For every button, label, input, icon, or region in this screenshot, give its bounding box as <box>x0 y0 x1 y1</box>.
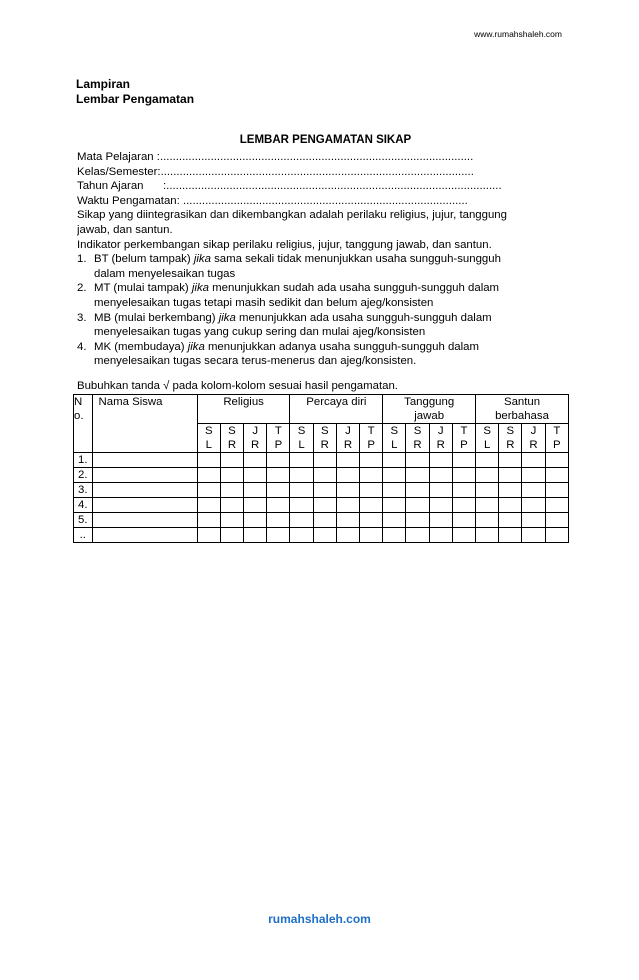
check-cell[interactable] <box>383 498 406 513</box>
sub-column-header: J R <box>244 424 267 453</box>
check-cell[interactable] <box>360 453 383 468</box>
sub-column-header: J R <box>336 424 359 453</box>
tahun-ajaran-dots: :.......................................................................................................... <box>163 180 502 193</box>
sub-column-header: J R <box>429 424 452 453</box>
sub-column-header: S L <box>383 424 406 453</box>
check-cell[interactable] <box>290 453 313 468</box>
indicator-item <box>77 340 567 369</box>
row-number: 2. <box>74 468 93 483</box>
nama-siswa-header: Nama Siswa <box>92 395 197 453</box>
sub-column-header: T P <box>452 424 475 453</box>
check-cell[interactable] <box>383 483 406 498</box>
group-header-percaya-diri: Percaya diri <box>290 395 383 424</box>
check-cell[interactable] <box>522 483 545 498</box>
check-cell[interactable] <box>499 513 522 528</box>
sub-column-header: S R <box>499 424 522 453</box>
student-name-cell[interactable] <box>92 468 197 483</box>
check-cell[interactable] <box>244 513 267 528</box>
check-cell[interactable] <box>290 483 313 498</box>
check-cell[interactable] <box>244 498 267 513</box>
attachment-heading <box>76 77 194 107</box>
check-cell[interactable] <box>476 513 499 528</box>
indikator-intro: Indikator perkembangan sikap perilaku religius, jujur, tanggung jawab, dan santun. <box>77 238 492 251</box>
no-header: N o. <box>74 395 93 453</box>
check-cell[interactable] <box>383 528 406 543</box>
student-name-cell[interactable] <box>92 453 197 468</box>
indicator-number: 3. <box>77 311 87 324</box>
indicator-number: 2. <box>77 282 87 295</box>
sub-column-header: S L <box>197 424 220 453</box>
check-cell[interactable] <box>406 453 429 468</box>
sub-column-header: T P <box>545 424 568 453</box>
check-cell[interactable] <box>313 528 336 543</box>
field-kelas-semester: Kelas/Semester:................................................................................................... <box>77 165 474 178</box>
field-waktu-pengamatan: Waktu Pengamatan: .......................................................................................... <box>77 194 468 207</box>
table-row <box>74 513 569 528</box>
check-cell[interactable] <box>360 498 383 513</box>
check-cell[interactable] <box>476 453 499 468</box>
table-row <box>74 468 569 483</box>
check-cell[interactable] <box>383 453 406 468</box>
check-cell[interactable] <box>197 453 220 468</box>
check-cell[interactable] <box>197 483 220 498</box>
sub-column-header: T P <box>267 424 290 453</box>
tahun-ajaran-label: Tahun Ajaran <box>77 180 144 193</box>
check-cell[interactable] <box>429 498 452 513</box>
check-cell[interactable] <box>267 453 290 468</box>
check-cell[interactable] <box>476 528 499 543</box>
check-cell[interactable] <box>429 513 452 528</box>
sikap-line-1: Sikap yang diintegrasikan dan dikembangkan adalah perilaku religius, jujur, tanggung <box>77 209 507 222</box>
check-cell[interactable] <box>290 468 313 483</box>
check-cell[interactable] <box>360 468 383 483</box>
check-cell[interactable] <box>313 483 336 498</box>
check-cell[interactable] <box>406 483 429 498</box>
group-header-religius: Religius <box>197 395 290 424</box>
check-cell[interactable] <box>313 498 336 513</box>
check-cell[interactable] <box>545 483 568 498</box>
check-cell[interactable] <box>197 513 220 528</box>
instruction-text: Bubuhkan tanda √ pada kolom-kolom sesuai hasil pengamatan. <box>77 380 398 392</box>
lampiran-label: Lampiran <box>76 77 131 91</box>
check-cell[interactable] <box>452 468 475 483</box>
lembar-pengamatan-label: Lembar Pengamatan <box>76 92 195 106</box>
sub-column-header: S R <box>406 424 429 453</box>
check-cell[interactable] <box>267 528 290 543</box>
indicator-number: 1. <box>77 253 87 266</box>
check-cell[interactable] <box>429 453 452 468</box>
check-cell[interactable] <box>267 498 290 513</box>
check-cell[interactable] <box>197 498 220 513</box>
check-cell[interactable] <box>220 468 243 483</box>
footer-brand: rumahshaleh.com <box>268 912 371 926</box>
check-cell[interactable] <box>336 513 359 528</box>
check-cell[interactable] <box>244 483 267 498</box>
sub-column-header: S R <box>220 424 243 453</box>
student-name-cell[interactable] <box>92 498 197 513</box>
check-cell[interactable] <box>545 468 568 483</box>
check-cell[interactable] <box>522 513 545 528</box>
check-cell[interactable] <box>499 483 522 498</box>
indicator-item <box>77 281 567 310</box>
check-cell[interactable] <box>290 498 313 513</box>
form-body <box>77 150 567 369</box>
student-name-cell[interactable] <box>92 513 197 528</box>
check-cell[interactable] <box>220 498 243 513</box>
check-cell[interactable] <box>545 498 568 513</box>
check-cell[interactable] <box>452 528 475 543</box>
check-cell[interactable] <box>522 468 545 483</box>
check-cell[interactable] <box>476 468 499 483</box>
check-cell[interactable] <box>336 528 359 543</box>
check-cell[interactable] <box>476 483 499 498</box>
check-cell[interactable] <box>406 498 429 513</box>
row-number: 4. <box>74 498 93 513</box>
check-cell[interactable] <box>383 513 406 528</box>
check-cell[interactable] <box>267 513 290 528</box>
check-cell[interactable] <box>406 513 429 528</box>
check-cell[interactable] <box>197 468 220 483</box>
row-number: 5. <box>74 513 93 528</box>
check-cell[interactable] <box>220 483 243 498</box>
check-cell[interactable] <box>406 528 429 543</box>
sub-column-header: S L <box>290 424 313 453</box>
row-number: 3. <box>74 483 93 498</box>
table-body <box>74 453 569 543</box>
table-row <box>74 528 569 543</box>
check-cell[interactable] <box>452 453 475 468</box>
check-cell[interactable] <box>336 468 359 483</box>
check-cell[interactable] <box>360 513 383 528</box>
check-cell[interactable] <box>220 513 243 528</box>
check-cell[interactable] <box>499 453 522 468</box>
check-cell[interactable] <box>406 468 429 483</box>
sheet-title: LEMBAR PENGAMATAN SIKAP <box>239 134 412 146</box>
check-cell[interactable] <box>383 468 406 483</box>
check-cell[interactable] <box>197 528 220 543</box>
check-cell[interactable] <box>244 453 267 468</box>
check-cell[interactable] <box>429 528 452 543</box>
check-cell[interactable] <box>336 483 359 498</box>
row-number: .. <box>74 528 93 543</box>
indicator-item <box>77 311 567 340</box>
observation-table <box>73 394 569 543</box>
check-cell[interactable] <box>220 528 243 543</box>
student-name-cell[interactable] <box>92 528 197 543</box>
check-cell[interactable] <box>244 468 267 483</box>
sub-column-header: S R <box>313 424 336 453</box>
check-cell[interactable] <box>429 483 452 498</box>
check-cell[interactable] <box>313 453 336 468</box>
check-cell[interactable] <box>476 498 499 513</box>
student-name-cell[interactable] <box>92 483 197 498</box>
check-cell[interactable] <box>290 513 313 528</box>
check-cell[interactable] <box>545 453 568 468</box>
table-row <box>74 498 569 513</box>
check-cell[interactable] <box>267 468 290 483</box>
check-cell[interactable] <box>499 528 522 543</box>
header-url: www.rumahshaleh.com <box>474 29 562 39</box>
group-header-tanggung-jawab: Tanggung jawab <box>383 395 476 424</box>
check-cell[interactable] <box>429 468 452 483</box>
field-mata-pelajaran: Mata Pelajaran :................................................................................................... <box>77 151 474 163</box>
sub-column-header: S L <box>476 424 499 453</box>
check-cell[interactable] <box>452 513 475 528</box>
indicator-text: MT (mulai tampak) jika menunjukkan sudah ada usaha sungguh-sungguh dalam menyelesaikan tugas tetapi masih sedikit dan belum ajeg/konsisten <box>94 282 500 309</box>
sub-column-header: T P <box>360 424 383 453</box>
table-row <box>74 453 569 468</box>
field-tahun-ajaran <box>77 179 567 194</box>
sub-column-header: J R <box>522 424 545 453</box>
indicator-item <box>77 252 567 281</box>
check-cell[interactable] <box>336 453 359 468</box>
check-cell[interactable] <box>244 528 267 543</box>
indicator-list <box>77 252 567 369</box>
check-cell[interactable] <box>360 483 383 498</box>
check-cell[interactable] <box>313 468 336 483</box>
check-cell[interactable] <box>545 513 568 528</box>
check-cell[interactable] <box>452 498 475 513</box>
check-cell[interactable] <box>522 498 545 513</box>
group-header-santun-berbahasa: Santun berbahasa <box>476 395 569 424</box>
indicator-text: BT (belum tampak) jika sama sekali tidak menunjukkan usaha sungguh-sungguh dalam menyelesaikan tugas <box>94 253 501 280</box>
check-cell[interactable] <box>545 528 568 543</box>
indicator-number: 4. <box>77 340 87 353</box>
check-cell[interactable] <box>336 498 359 513</box>
check-cell[interactable] <box>452 483 475 498</box>
check-cell[interactable] <box>499 468 522 483</box>
row-number: 1. <box>74 453 93 468</box>
check-cell[interactable] <box>220 453 243 468</box>
table-row <box>74 483 569 498</box>
check-cell[interactable] <box>313 513 336 528</box>
check-cell[interactable] <box>522 528 545 543</box>
check-cell[interactable] <box>290 528 313 543</box>
check-cell[interactable] <box>360 528 383 543</box>
indicator-text: MB (mulai berkembang) jika menunjukkan ada usaha sungguh-sungguh dalam menyelesaikan tugas yang cukup sering dan mulai ajeg/konsisten <box>94 311 492 339</box>
check-cell[interactable] <box>522 453 545 468</box>
check-cell[interactable] <box>267 483 290 498</box>
indicator-text: MK (membudaya) jika menunjukkan adanya usaha sungguh-sungguh dalam menyelesaikan tugas secara terus-menerus dan ajeg/konsisten. <box>94 340 479 368</box>
check-cell[interactable] <box>499 498 522 513</box>
sikap-line-2: jawab, dan santun. <box>77 223 173 236</box>
